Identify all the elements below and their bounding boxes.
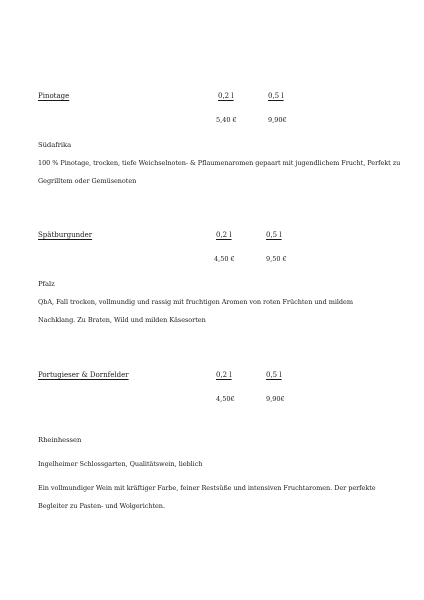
price-large: 9,50 € <box>266 255 287 263</box>
wine-description-line: Nachklang. Zu Braten, Wild und milden Käsesorten <box>38 316 206 324</box>
wine-header-row <box>38 371 398 385</box>
wine-origin: Südafrika <box>38 141 72 149</box>
price-small: 4,50 € <box>214 255 235 263</box>
size-small: 0,2 l <box>218 92 234 100</box>
wine-name: Portugieser & Dornfelder <box>38 371 129 379</box>
size-large: 0,5 l <box>268 92 284 100</box>
wine-description-line: Begleiter zu Pasten- und Wolgerichten. <box>38 502 165 510</box>
wine-description-line: QbA, Fall trocken, vollmundig und rassig mit fruchtigen Aromen von roten Früchten und mildem <box>38 298 353 306</box>
wine-price-row <box>38 395 398 409</box>
size-large: 0,5 l <box>266 371 282 379</box>
wine-price-row <box>38 255 398 269</box>
wine-origin: Pfalz <box>38 280 55 288</box>
price-small: 4,50€ <box>216 395 235 403</box>
wine-price-row <box>38 116 398 130</box>
wine-header-row <box>38 92 398 106</box>
size-small: 0,2 l <box>216 371 232 379</box>
wine-description-line: Gegrilltem oder Gemüsenoten <box>38 177 137 185</box>
wine-name: Spätburgunder <box>38 231 93 239</box>
size-large: 0,5 l <box>266 231 282 239</box>
wine-description-line: Ein vollmundiger Wein mit kräftiger Farbe, feiner Restsüße und intensiven Fruchtaromen. Der perfekte <box>38 484 376 492</box>
wine-header-row <box>38 231 398 245</box>
wine-entry-pinotage <box>38 92 401 190</box>
wine-entry-spaetburgunder <box>38 231 398 329</box>
wine-entry-portugieser-dornfelder <box>38 371 398 515</box>
size-small: 0,2 l <box>216 231 232 239</box>
wine-origin: Rheinhessen <box>38 436 82 444</box>
wine-name: Pinotage <box>38 92 70 100</box>
wine-description-heading: Ingelheimer Schlossgarten, Qualitätswein, lieblich <box>38 460 203 468</box>
price-large: 9,90€ <box>266 395 285 403</box>
price-small: 5,40 € <box>216 116 237 124</box>
wine-description-line: 100 % Pinotage, trocken, tiefe Weichselnoten- & Pflaumenaromen gepaart mit jugendlichem Frucht, Perfekt zu <box>38 159 401 167</box>
price-large: 9,90€ <box>268 116 287 124</box>
